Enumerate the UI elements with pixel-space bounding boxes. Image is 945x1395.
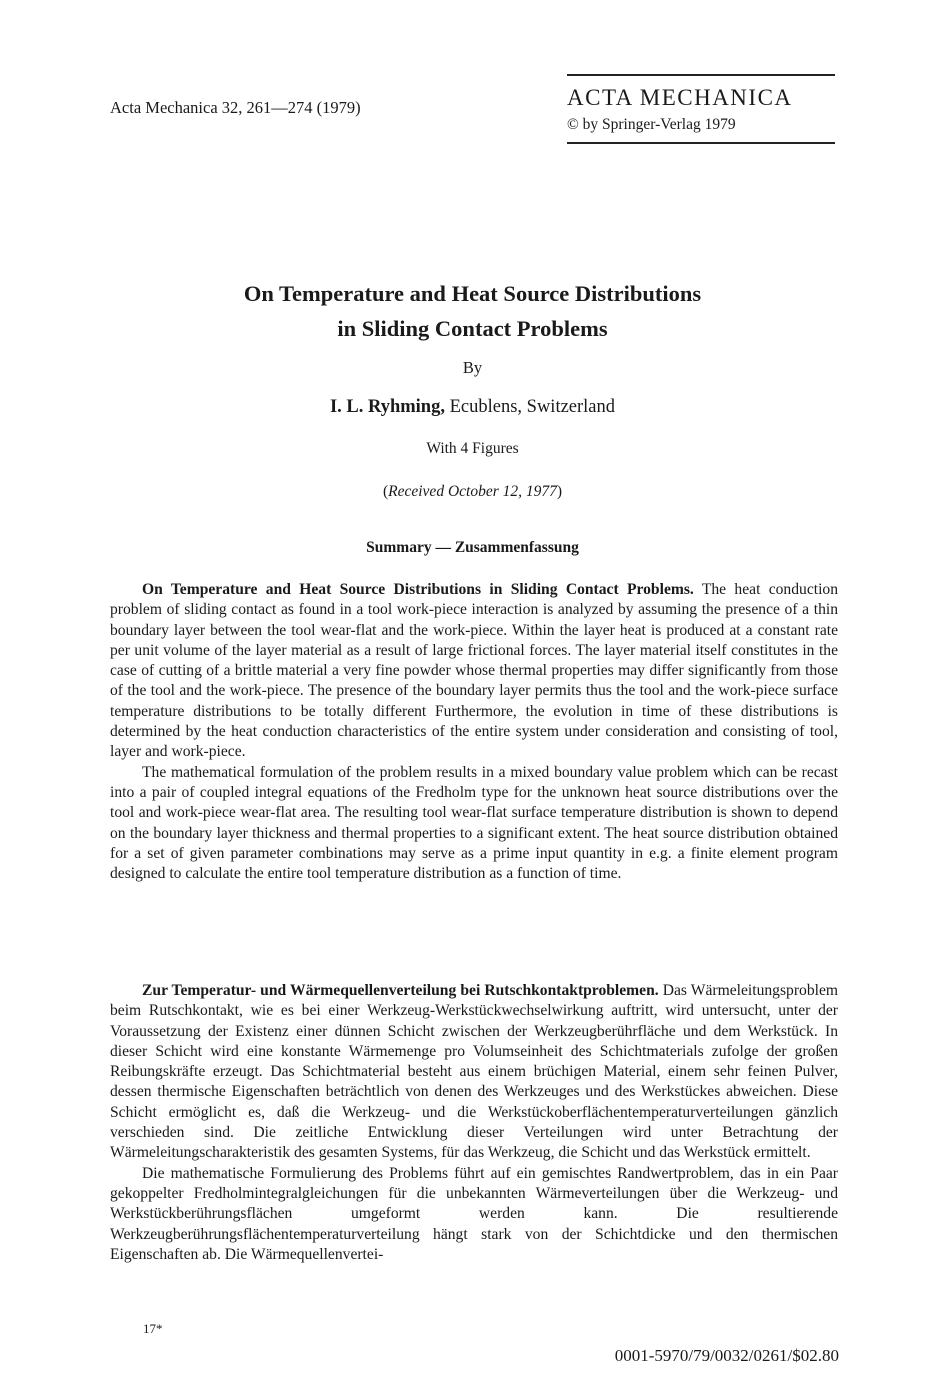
copyright-line: © by Springer-Verlag 1979 <box>567 116 736 133</box>
english-paragraph-1-text: The heat conduction problem of sliding contact as found in a tool work-piece interaction is analyzed by assuming the presence of a thin boundary layer between the tool wear-flat and the work-piece. Within the layer heat is produced at a constant rate per unit volume of the layer material as a result of large frictional forces. The layer material itself constitutes in the case of cutting of a brittle material a very fine powder whose thermal properties may differ significantly from those of the tool and the work-piece. The presence of the boundary layer permits thus the tool and the work-piece surface temperature distributions to be totally different Furthermore, the evolution in time of these distributions is determined by the heat conduction characteristics of the entire system under consideration and consisting of tool, layer and work-piece. <box>110 581 839 761</box>
author-line <box>0 397 945 418</box>
received-paren-open: ( <box>382 483 389 500</box>
received-date: Received October 12, 1977 <box>388 483 557 500</box>
by-line: By <box>462 358 483 377</box>
english-paragraph-1 <box>110 580 838 763</box>
english-lead-title: On Temperature and Heat Source Distributions in Sliding Contact Problems. <box>142 581 694 598</box>
article-code: 0001-5970/79/0032/0261/$02.80 <box>614 1346 839 1365</box>
journal-name: ACTA MECHANICA <box>567 85 793 110</box>
english-summary <box>110 580 838 884</box>
german-lead-title: Zur Temperatur- und Wärmequellenverteilung bei Rutschkontaktproblemen. <box>142 982 659 999</box>
german-paragraph-1-text: Das Wärmeleitungsproblem beim Rutschkontakt, wie es bei einer Werkzeug-Werkstückwechselwirkung auftritt, wird untersucht, unter der Voraussetzung der Existenz einer dünnen Schicht zwischen der Werkzeugberührfläche und dem Werkstück. In dieser Schicht wird eine konstante Wärmemenge pro Volumseinheit des Schichtmaterials zufolge der großen Reibungskräfte erzeugt. Das Schichtmaterial besteht aus einem brüchigen Material, einem sehr feinen Pulver, dessen thermische Eigenschaften beträchtlich von denen des Werkzeuges und des Werkstückes abweichen. Diese Schicht ermöglicht es, daß die Werkzeug- und die Werkstückoberflächentemperaturverteilungen gänzlich verschieden sind. Die zeitliche Entwicklung dieser Verteilungen wird unter Betrachtung der Wärmeleitungscharakteristik des gesamten Systems, für das Werkzeug, die Schicht und das Werkstück ermittelt. <box>110 982 838 1162</box>
german-summary <box>110 981 838 1265</box>
title-line-1: On Temperature and Heat Source Distributions <box>243 281 702 306</box>
received-paren-close: ) <box>556 483 563 500</box>
journal-citation: Acta Mechanica 32, 261—274 (1979) <box>110 98 361 117</box>
author-name: I. L. Ryhming, <box>329 397 445 417</box>
article-title <box>0 276 945 346</box>
author-affiliation: Ecublens, Switzerland <box>449 397 616 417</box>
english-paragraph-2: The mathematical formulation of the problem results in a mixed boundary value problem which can be recast into a pair of coupled integral equations of the Fredholm type for the unknown heat source distributions over the tool and work-piece wear-flat area. The resulting tool wear-flat surface temperature distribution is shown to depend on the boundary layer thickness and thermal properties to a significant extent. The heat source distribution obtained for a set of given parameter combinations may serve as a prime input quantity in e.g. a finite element program designed to calculate the entire tool temperature distribution as a function of time. <box>110 763 838 883</box>
german-paragraph-1 <box>110 981 838 1164</box>
figure-count: With 4 Figures <box>426 440 519 457</box>
summary-heading: Summary — Zusammenfassung <box>366 539 579 556</box>
page-marker: 17* <box>143 1321 163 1336</box>
german-paragraph-2: Die mathematische Formulierung des Problems führt auf ein gemischtes Randwertproblem, das in ein Paar gekoppelter Fredholmintegralgleichungen für die unbekannten Wärmeverteilungen über die Werkzeug- und Werkstückberührungsflächen umgeformt werden kann. Die resultierende Werkzeugberührungsflächentemperaturverteilung hängt stark von der Schichtdicke und den thermischen Eigenschaften ab. Die Wärmequellenvertei- <box>110 1164 838 1263</box>
title-line-2: in Sliding Contact Problems <box>337 316 608 341</box>
received-date-line <box>0 483 945 501</box>
journal-masthead <box>567 74 835 144</box>
